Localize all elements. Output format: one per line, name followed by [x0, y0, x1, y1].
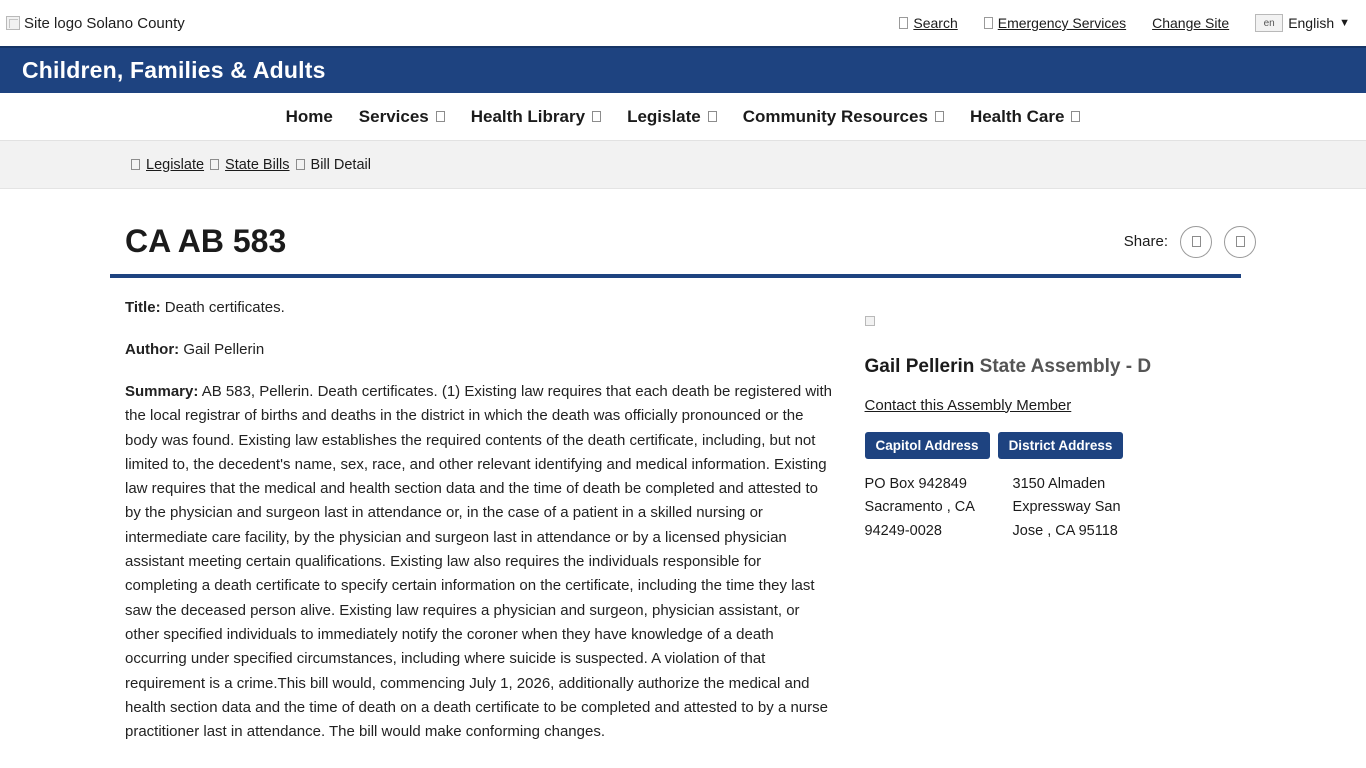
address-tabs: [865, 432, 1256, 459]
bill-summary-value: AB 583, Pellerin. Death certificates. (1) Existing law requires that each death be registered with the local registrar of births and deaths in the district in which the death was officially pronounced or the body was found. Existing law establishes the required contents of the death certificate, including, but not limited to, the decedent's name, sex, race, and other relevant identifying and medical information. Existing law requires that the medical and health section data and the time of death be completed and attested to by the physician and surgeon last in attendance or, in the case of a patient in a skilled nursing or intermediate care facility, by the physician and surgeon last in attendance or by a licensed physician assistant meeting certain qualifications. Existing law also requires the individuals responsible for completing a death certificate to specify certain information on the certificate, including the time they last saw the deceased person alive. Existing law requires a physician and surgeon, physician assistant, or other specified individuals to immediately notify the coroner when they have knowledge of a death occurring under specified circumstances, including where suicide is suspected. A violation of that requirement is a crime.This bill would, commencing July 1, 2026, additionally authorize the medical and health section data and the time of death on a death certificate to be completed and attested to by a nurse practitioner last in attendance. The bill would make conforming changes.: [125, 383, 833, 741]
nav-item-home-label: Home: [285, 106, 333, 126]
representative-name-row: [865, 353, 1256, 381]
nav-item-health-care-label: Health Care: [969, 106, 1065, 126]
breadcrumb-separator-icon: [131, 159, 140, 170]
bill-details-column: [110, 296, 835, 744]
breadcrumb: [0, 141, 1366, 189]
emergency-services-link[interactable]: [984, 15, 1126, 31]
bill-title-label: Title:: [125, 299, 161, 316]
bill-summary-row: [125, 380, 835, 744]
flag-icon: en: [1255, 14, 1283, 32]
alert-icon: [984, 17, 993, 29]
capitol-address-text: PO Box 942849 Sacramento , CA 94249-0028: [864, 475, 975, 540]
site-logo-image: [6, 16, 20, 30]
tab-capitol-address[interactable]: Capitol Address: [865, 432, 990, 459]
site-name: Solano County: [86, 14, 185, 32]
site-logo-alt-text: Site logo: [24, 14, 83, 32]
district-address-text: 3150 Almaden Expressway San Jose , CA 95118: [1012, 475, 1121, 540]
nav-item-services-label: Services: [358, 106, 429, 126]
bill-author-value: Gail Pellerin: [183, 341, 265, 358]
nav-item-home[interactable]: [286, 107, 333, 127]
nav-item-health-library[interactable]: [471, 107, 601, 127]
bill-title-value: Death certificates.: [164, 299, 285, 316]
contact-assembly-member-link[interactable]: Contact this Assembly Member: [864, 396, 1072, 414]
breadcrumb-separator-icon: [296, 159, 305, 170]
emergency-services-label: Emergency Services: [997, 15, 1127, 31]
share-print-icon[interactable]: [1224, 226, 1256, 258]
main-navigation: [0, 93, 1366, 141]
nav-item-health-library-label: Health Library: [470, 106, 586, 126]
utility-bar: [0, 0, 1366, 46]
nav-item-community-resources-label: Community Resources: [742, 106, 928, 126]
search-icon: [899, 17, 908, 29]
chevron-down-icon: ▼: [1339, 17, 1350, 29]
language-label: English: [1288, 15, 1335, 31]
language-selector[interactable]: [1255, 14, 1350, 32]
page-title: Children, Families & Adults: [22, 57, 326, 83]
main-content: [0, 189, 1366, 744]
bill-author-label: Author:: [125, 341, 180, 358]
chevron-down-icon: [592, 111, 601, 122]
bill-header: [110, 189, 1256, 274]
bill-title-row: [125, 296, 835, 320]
bill-body: [110, 278, 1256, 744]
representative-name: Gail Pellerin: [864, 356, 975, 377]
breadcrumb-item-bill-detail: Bill Detail: [310, 156, 371, 173]
representative-card: [865, 296, 1256, 744]
bill-author-row: [125, 338, 835, 362]
nav-item-legislate-label: Legislate: [627, 106, 701, 126]
department-banner: [0, 46, 1366, 93]
nav-item-legislate[interactable]: [627, 107, 717, 127]
share-email-icon[interactable]: [1180, 226, 1212, 258]
change-site-label: Change Site: [1152, 15, 1230, 31]
utility-links: [899, 14, 1354, 32]
nav-item-health-care[interactable]: [970, 107, 1080, 127]
search-link[interactable]: [899, 15, 957, 31]
address-columns: [865, 473, 1256, 545]
chevron-down-icon: [935, 111, 944, 122]
breadcrumb-separator-icon: [210, 159, 219, 170]
chevron-down-icon: [436, 111, 445, 122]
site-logo-link[interactable]: [0, 15, 185, 32]
breadcrumb-item-state-bills[interactable]: State Bills: [225, 156, 290, 173]
tab-district-address[interactable]: District Address: [998, 432, 1124, 459]
search-link-label: Search: [913, 15, 958, 31]
print-glyph-icon: [1236, 236, 1245, 247]
share-controls: [1124, 226, 1256, 258]
representative-photo: [865, 316, 875, 326]
representative-chamber-party: State Assembly - D: [979, 356, 1152, 377]
nav-item-community-resources[interactable]: [743, 107, 944, 127]
breadcrumb-item-legislate[interactable]: Legislate: [146, 156, 205, 173]
email-glyph-icon: [1192, 236, 1201, 247]
chevron-down-icon: [708, 111, 717, 122]
nav-item-services[interactable]: [359, 107, 445, 127]
bill-number: CA AB 583: [125, 223, 287, 259]
bill-summary-label: Summary:: [125, 383, 199, 400]
share-label: Share:: [1123, 233, 1168, 250]
chevron-down-icon: [1071, 111, 1080, 122]
change-site-link[interactable]: [1152, 15, 1229, 31]
